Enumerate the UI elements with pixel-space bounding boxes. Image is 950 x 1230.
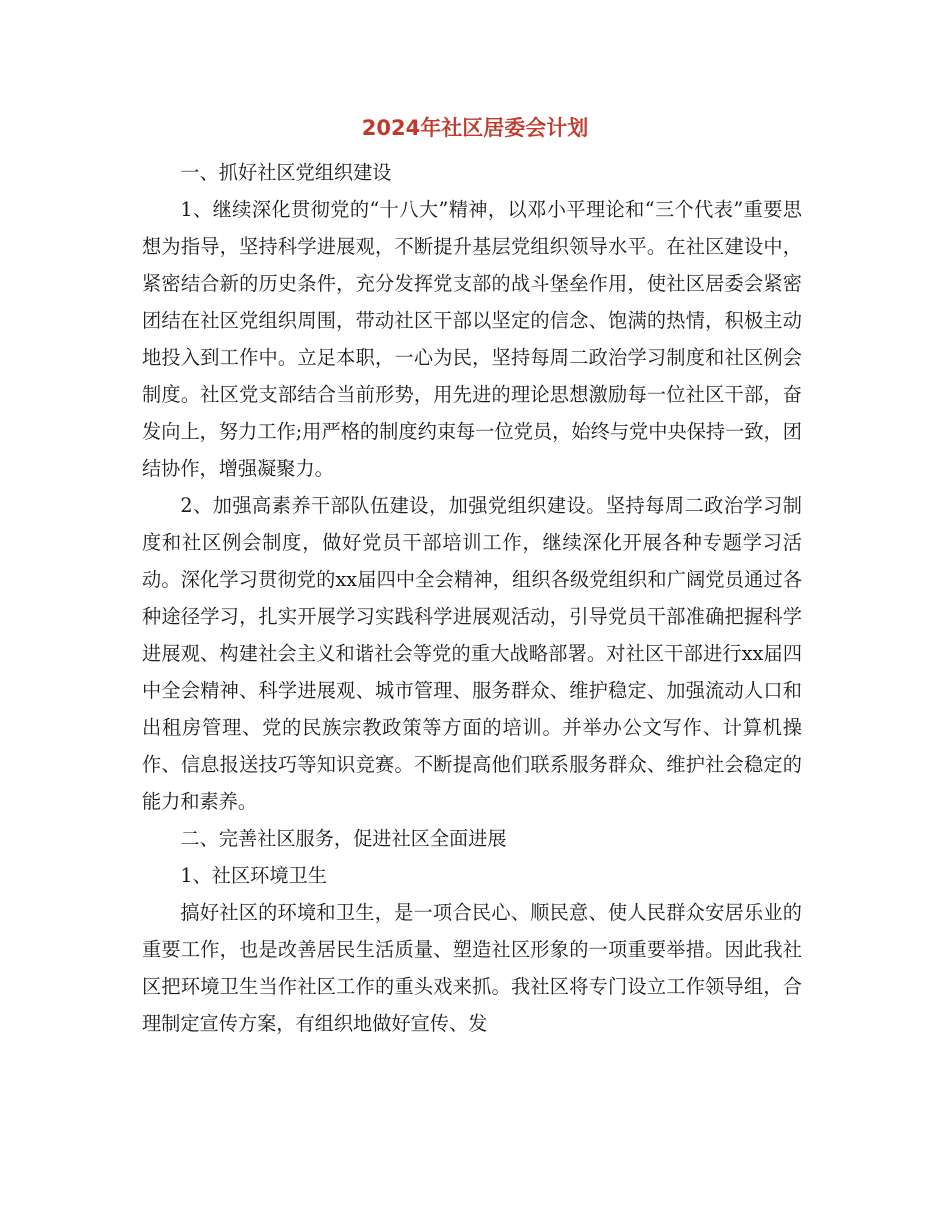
paragraph-party-spirit: 1、继续深化贯彻党的“十八大”精神，以邓小平理论和“三个代表”重要思想为指导，坚持科学进展观，不断提升基层党组织领导水平。在社区建设中，紧密结合新的历史条件，充分发挥党支部的战斗堡垒作用，使社区居委会紧密团结在社区党组织周围，带动社区干部以坚定的信念、饱满的热情，积极主动地投入到工作中。立足本职，一心为民，坚持每周二政治学习制度和社区例会制度。社区党支部结合当前形势，用先进的理论思想激励每一位社区干部，奋发向上，努力工作;用严格的制度约束每一位党员，始终与党中央保持一致，团结协作，增强凝聚力。 [142, 198, 802, 480]
subheading-environment-hygiene: 1、社区环境卫生 [180, 864, 327, 887]
document-title: 2024年社区居委会计划 [361, 116, 589, 140]
document-body [142, 154, 802, 1042]
paragraph-cadre-training: 2、加强高素养干部队伍建设，加强党组织建设。坚持每周二政治学习制度和社区例会制度，做好党员干部培训工作，继续深化开展各种专题学习活动。深化学习贯彻党的xx届四中全会精神，组织各级党组织和广阔党员通过各种途径学习，扎实开展学习实践科学进展观活动，引导党员干部准确把握科学进展观、构建社会主义和谐社会等党的重大战略部署。对社区干部进行xx届四中全会精神、科学进展观、城市管理、服务群众、维护稳定、加强流动人口和出租房管理、党的民族宗教政策等方面的培训。并举办公文写作、计算机操作、信息报送技巧等知识竞赛。不断提高他们联系服务群众、维护社会稳定的能力和素养。 [142, 494, 802, 813]
paragraph-environment-hygiene: 搞好社区的环境和卫生，是一项合民心、顺民意、使人民群众安居乐业的重要工作，也是改善居民生活质量、塑造社区形象的一项重要举措。因此我社区把环境卫生当作社区工作的重头戏来抓。我社区将专门设立工作领导组，合理制定宣传方案，有组织地做好宣传、发 [142, 901, 802, 1035]
section-heading-community-service: 二、完善社区服务，促进社区全面进展 [180, 827, 507, 850]
section-heading-party-building: 一、抓好社区党组织建设 [180, 161, 392, 184]
